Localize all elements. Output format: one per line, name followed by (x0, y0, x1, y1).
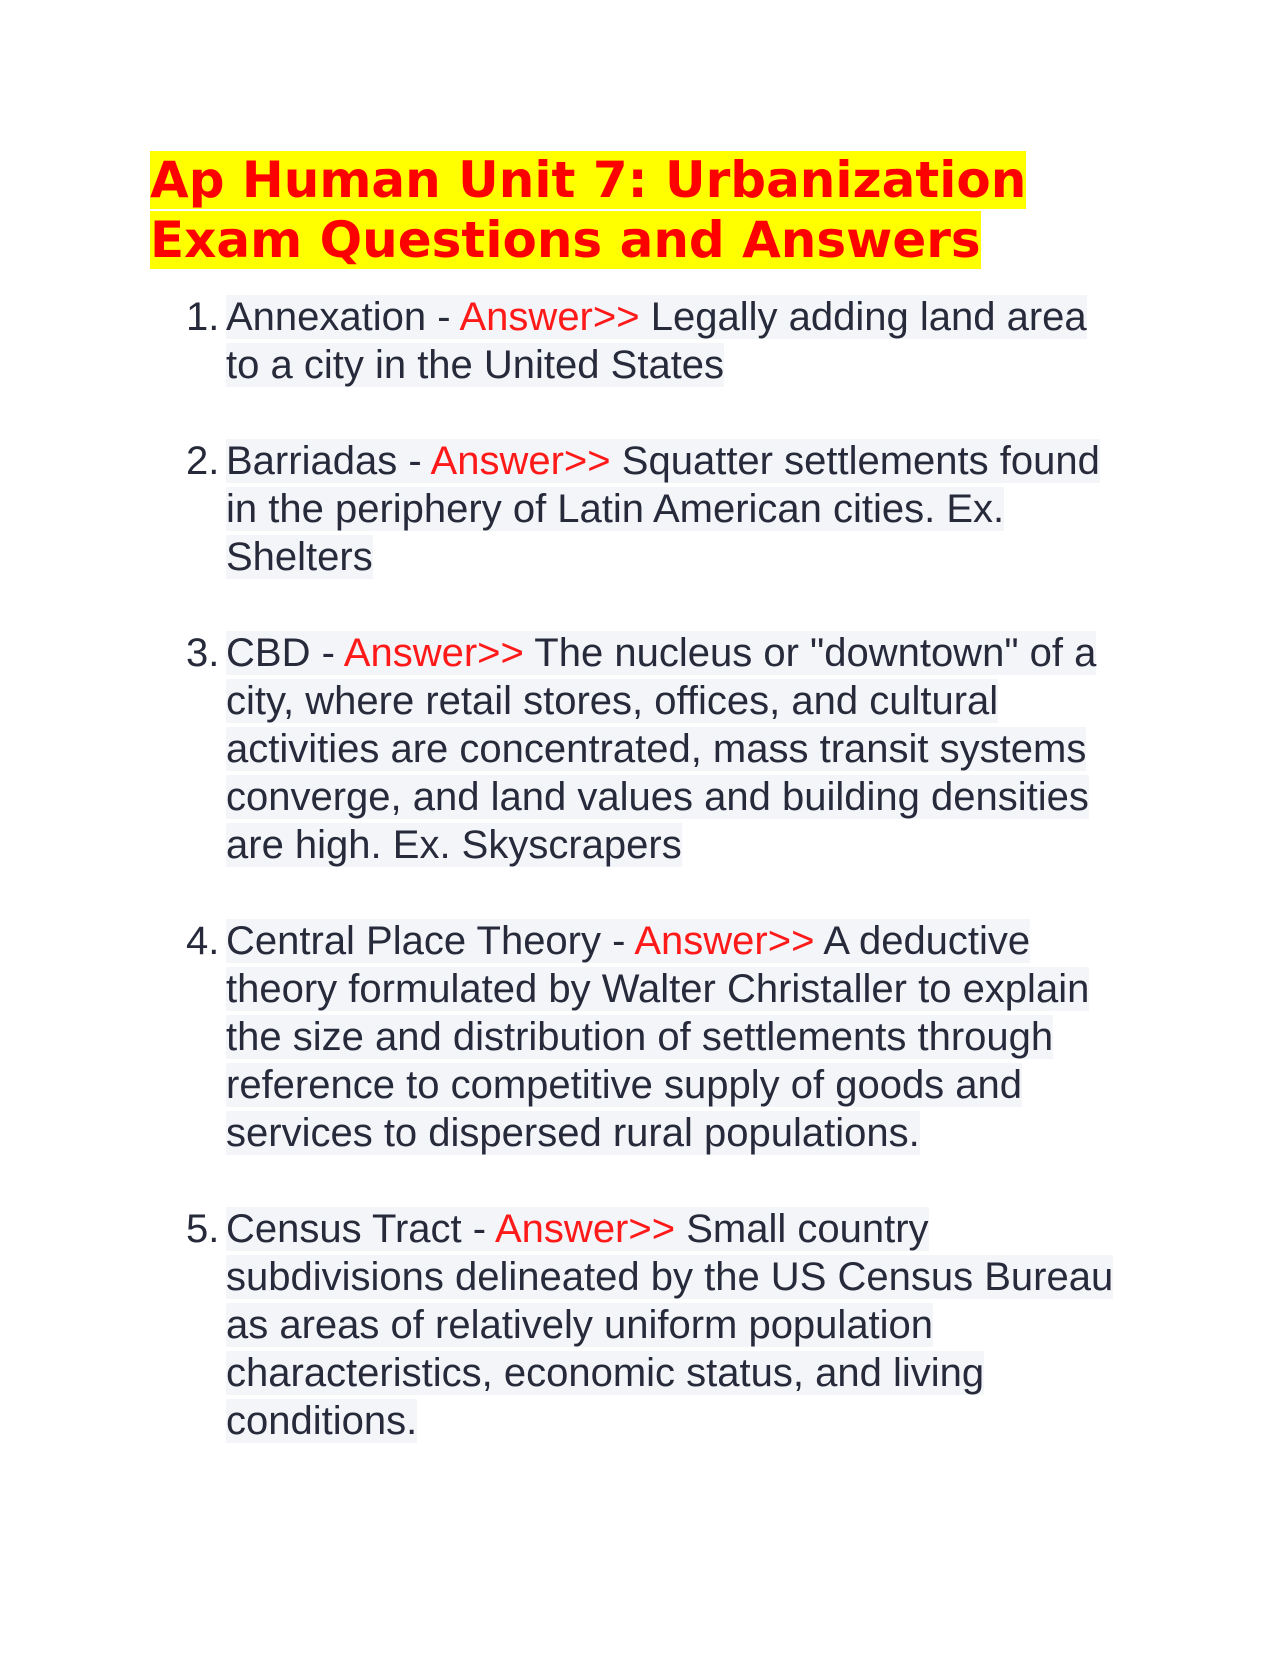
qa-separator: - (426, 295, 460, 339)
answer-label: Answer>> (495, 1207, 676, 1251)
document-title-text: Ap Human Unit 7: Urbanization Exam Questions and Answers (150, 151, 1027, 269)
document-title (150, 150, 1090, 270)
qa-list (0, 293, 1280, 1493)
qa-item-4 (0, 917, 1126, 1157)
answer-label: Answer>> (343, 631, 524, 675)
qa-term: Barriadas (226, 439, 398, 483)
qa-item-2 (0, 437, 1126, 581)
qa-item-1 (0, 293, 1126, 389)
qa-term: CBD (226, 631, 311, 675)
answer-label: Answer>> (459, 295, 640, 339)
qa-term: Census Tract (226, 1207, 462, 1251)
answer-label: Answer>> (430, 439, 611, 483)
qa-number: 3. (186, 631, 220, 675)
qa-separator: - (461, 1207, 495, 1251)
qa-separator: - (601, 919, 635, 963)
qa-answer: The nucleus or "downtown" of a city, where retail stores, offices, and cultural activities are concentrated, mass transit systems converge, and land values and building densities are high. Ex. Skyscrapers (226, 631, 1097, 867)
qa-term: Central Place Theory (226, 919, 601, 963)
qa-separator: - (397, 439, 431, 483)
qa-number: 4. (186, 919, 220, 963)
qa-answer: Squatter settlements found in the periphery of Latin American cities. Ex. Shelters (226, 439, 1100, 579)
qa-term: Annexation (226, 295, 427, 339)
qa-number: 5. (186, 1207, 220, 1251)
qa-item-3 (0, 629, 1126, 869)
qa-text (226, 439, 1100, 579)
qa-separator: - (310, 631, 344, 675)
qa-answer: Small country subdivisions delineated by the US Census Bureau as areas of relatively uniform population characteristics, economic status, and living conditions. (226, 1207, 1114, 1443)
qa-item-5 (0, 1205, 1126, 1445)
answer-label: Answer>> (634, 919, 815, 963)
qa-number: 1. (186, 295, 220, 339)
qa-answer: A deductive theory formulated by Walter Christaller to explain the size and distribution of settlements through reference to competitive supply of goods and services to dispersed rural populations. (226, 919, 1090, 1155)
qa-text (226, 1207, 1113, 1443)
qa-text (226, 631, 1096, 867)
qa-number: 2. (186, 439, 220, 483)
qa-answer: Legally adding land area to a city in the United States (226, 295, 1087, 387)
qa-text (226, 919, 1089, 1155)
qa-text (226, 295, 1087, 387)
